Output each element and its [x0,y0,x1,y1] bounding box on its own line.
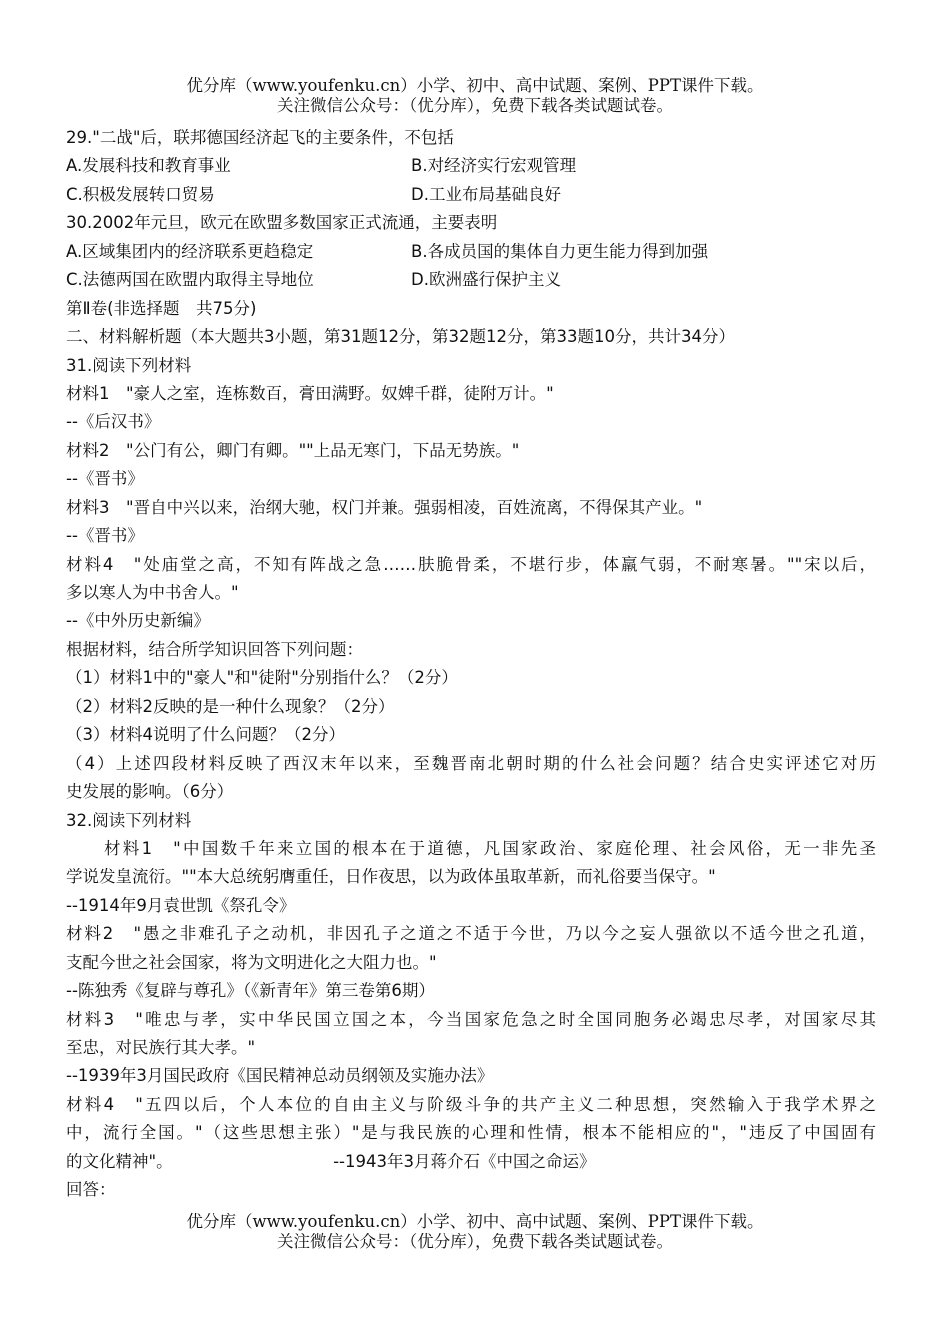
q30-options-row-1 [66,238,876,266]
footer-line-2: 关注微信公众号：（优分库），免费下载各类试题试卷。 [277,1232,673,1251]
q31-instruction: 根据材料，结合所学知识回答下列问题： [66,639,363,659]
q31-part-1: （1）材料1中的"豪人"和"徒附"分别指什么？（2分） [66,668,458,688]
q32-source-2: --陈独秀《复辟与尊孔》（《新青年》第三卷第6期） [66,981,435,1001]
q30-stem: 30.2002年元旦，欧元在欧盟多数国家正式流通，主要表明 [66,213,498,233]
q31-part-4-line-2: 史发展的影响。（6分） [66,782,234,802]
q32-material-4-line-2: 中，流行全国。"（这些思想主张）"是与我民族的心理和性情，根本不能相应的"，"违反了中国固有 [66,1123,876,1143]
q31-intro: 31.阅读下列材料 [66,355,192,375]
q32-material-4-tail: 的文化精神"。 [66,1151,173,1171]
q31-source-1: --《后汉书》 [66,412,161,432]
q32-source-4: --1943年3月蒋介石《中国之命运》 [333,1151,596,1171]
q31-part-3: （3）材料4说明了什么问题？（2分） [66,725,345,745]
exam-content [66,124,876,1205]
q31-source-3: --《晋书》 [66,526,144,546]
q32-material-1-line-2: 学说发皇流衍。""本大总统躬膺重任，日作夜思，以为政体虽取革新，而礼俗要当保守。" [66,867,716,887]
q29-option-d: D.工业布局基础良好 [411,184,561,204]
q32-material-2-line-2: 支配今世之社会国家，将为文明进化之大阻力也。" [66,952,437,972]
q29-options-row-2 [66,181,876,209]
q29-option-b: B.对经济实行宏观管理 [411,156,577,176]
q31-part-2: （2）材料2反映的是一种什么现象？（2分） [66,696,395,716]
footer-line-1: 优分库（www.youfenku.cn）小学、初中、高中试题、案例、PPT课件下载。 [186,1212,764,1231]
q30-option-b: B.各成员国的集体自力更生能力得到加强 [411,241,709,261]
q30-option-d: D.欧洲盛行保护主义 [411,270,561,290]
q32-material-1-line-1: 材料1 "中国数千年来立国的根本在于道德，凡国家政治、家庭伦理、社会风俗，无一非先圣 [104,838,876,858]
q32-material-4-line-1: 材料4 "五四以后，个人本位的自由主义与阶级斗争的共产主义二种思想，突然输入于我学术界之 [66,1094,876,1114]
q32-material-4-line-3 [66,1148,876,1176]
q32-source-1: --1914年9月袁世凯《祭孔令》 [66,895,296,915]
q31-source-4: --《中外历史新编》 [66,611,210,631]
banner-line-2: 关注微信公众号：（优分库），免费下载各类试题试卷。 [277,96,673,115]
section-heading: 二、材料解析题（本大题共3小题，第31题12分，第32题12分，第33题10分，共计34分） [66,327,735,347]
q30-option-c: C.法德两国在欧盟内取得主导地位 [66,270,314,290]
q29-option-c: C.积极发展转口贸易 [66,184,215,204]
q32-material-2-line-1: 材料2 "愚之非难孔子之动机，非因孔子之道之不适于今世，乃以今之妄人强欲以不适今世之孔道， [66,924,876,944]
q29-stem: 29."二战"后，联邦德国经济起飞的主要条件，不包括 [66,128,454,147]
header-banner [0,76,950,116]
q30-options-row-2 [66,266,876,294]
q29-option-a: A.发展科技和教育事业 [66,156,231,176]
q31-source-2: --《晋书》 [66,469,144,489]
q31-material-4-line-1: 材料4 "处庙堂之高，不知有阵战之急……肤脆骨柔，不堪行步，体羸气弱，不耐寒暑。""宋以后， [66,554,876,574]
q29-options-row-1 [66,152,876,180]
q31-material-3: 材料3 "晋自中兴以来，治纲大驰，权门并兼。强弱相凌，百姓流离，不得保其产业。" [66,497,703,517]
q31-material-4-line-2: 多以寒人为中书舍人。" [66,583,239,602]
part2-title: 第Ⅱ卷(非选择题 共75分) [66,298,257,318]
footer-banner [0,1212,950,1252]
q31-part-4-line-1: （4）上述四段材料反映了西汉末年以来，至魏晋南北朝时期的什么社会问题？结合史实评述它对历 [66,753,876,773]
q32-material-3-line-2: 至忠，对民族行其大孝。" [66,1038,256,1057]
q32-material-3-line-1: 材料3 "唯忠与孝，实中华民国立国之本，今当国家危急之时全国同胞务必竭忠尽孝，对国家尽其 [66,1009,876,1029]
q32-answer-label: 回答： [66,1180,116,1200]
banner-line-1: 优分库（www.youfenku.cn）小学、初中、高中试题、案例、PPT课件下载。 [186,76,764,95]
q32-source-3: --1939年3月国民政府《国民精神总动员纲领及实施办法》 [66,1066,494,1086]
q30-option-a: A.区域集团内的经济联系更趋稳定 [66,241,314,261]
q31-material-2: 材料2 "公门有公，卿门有卿。""上品无寒门，下品无势族。" [66,440,520,460]
q32-intro: 32.阅读下列材料 [66,810,192,830]
q31-material-1: 材料1 "豪人之室，连栋数百，膏田满野。奴婢千群，徒附万计。" [66,383,554,403]
